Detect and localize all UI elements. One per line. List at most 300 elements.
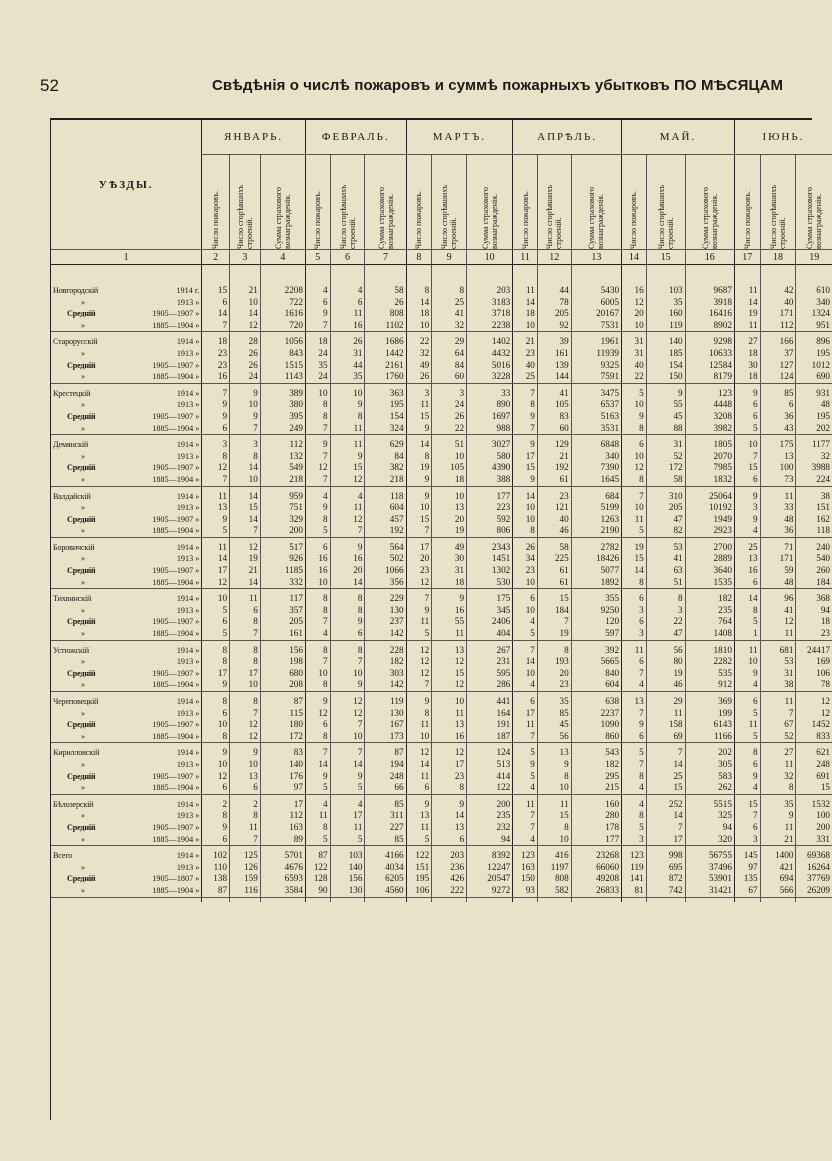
table-cell: 184 [796, 577, 832, 589]
table-cell: 8902 [685, 320, 734, 332]
table-cell: 7 [406, 525, 432, 537]
table-cell: 597 [571, 628, 621, 640]
table-cell: 926 [260, 553, 305, 565]
table-cell: 843 [260, 348, 305, 360]
table-cell: 120 [571, 616, 621, 628]
column-number: 7 [365, 250, 406, 265]
row-period: 1905—1907 » [152, 617, 200, 627]
table-cell: 164 [467, 708, 513, 720]
row-label [51, 850, 202, 862]
table-cell: 2161 [365, 360, 406, 372]
table-cell: 11 [760, 491, 796, 503]
table-cell: 6 [432, 834, 467, 846]
table-cell: 8 [646, 593, 685, 605]
subcolumn-header: Число пожаровъ. [734, 155, 760, 250]
table-cell: 10 [305, 577, 330, 589]
table-cell: 638 [571, 696, 621, 708]
table-cell: 10 [513, 320, 538, 332]
table-cell: 106 [796, 668, 832, 680]
table-cell: 19 [406, 462, 432, 474]
table-cell: 310 [646, 491, 685, 503]
table-cell: 202 [685, 747, 734, 759]
table-cell: 5 [513, 628, 538, 640]
table-cell: 1452 [796, 719, 832, 731]
table-cell: 8 [305, 645, 330, 657]
table-cell: 23 [537, 679, 571, 691]
table-cell: 7 [330, 525, 365, 537]
table-cell: 14 [646, 810, 685, 822]
table-cell: 173 [365, 731, 406, 743]
table-cell: 4 [734, 525, 760, 537]
table-cell: 198 [260, 656, 305, 668]
table-cell: 9 [406, 491, 432, 503]
table-cell: 583 [685, 771, 734, 783]
table-cell: 305 [685, 759, 734, 771]
table-cell: 21 [230, 565, 261, 577]
table-cell: 140 [646, 336, 685, 348]
table-cell: 4 [513, 834, 538, 846]
table-cell: 11 [734, 719, 760, 731]
table-cell: 7 [230, 423, 261, 435]
table-cell: 2 [230, 799, 261, 811]
row-name: Средній [67, 309, 96, 319]
table-cell: 240 [796, 542, 832, 554]
table-cell: 235 [467, 810, 513, 822]
table-cell: 19 [230, 553, 261, 565]
table-cell: 340 [571, 451, 621, 463]
table-cell: 1892 [571, 577, 621, 589]
row-name: Бѣлозерскій [53, 799, 94, 809]
table-cell: 10 [513, 502, 538, 514]
table-cell: 4 [513, 782, 538, 794]
table-cell: 860 [571, 731, 621, 743]
table-cell: 6 [305, 297, 330, 309]
table-cell: 31 [760, 668, 796, 680]
column-number: 18 [760, 250, 796, 265]
table-cell: 4 [305, 799, 330, 811]
table-cell: 324 [365, 423, 406, 435]
row-label [51, 628, 202, 640]
table-cell: 176 [260, 771, 305, 783]
table-cell: 10 [202, 719, 230, 731]
table-cell: 426 [432, 873, 467, 885]
table-cell: 566 [760, 885, 796, 897]
table-row [51, 462, 832, 474]
table-cell: 18 [406, 308, 432, 320]
table-cell: 10 [622, 399, 647, 411]
table-cell: 119 [622, 862, 647, 874]
table-row [51, 399, 832, 411]
table-cell: 110 [202, 862, 230, 874]
row-label [51, 731, 202, 743]
table-cell: 12 [432, 679, 467, 691]
table-row [51, 605, 832, 617]
table-cell: 8 [330, 593, 365, 605]
uezdy-header: УѢЗДЫ. [51, 120, 202, 250]
table-cell: 2923 [685, 525, 734, 537]
table-cell: 382 [365, 462, 406, 474]
table-cell: 9 [734, 668, 760, 680]
table-cell: 15 [406, 411, 432, 423]
table-cell: 126 [230, 862, 261, 874]
table-cell: 10 [330, 668, 365, 680]
table-cell: 8 [432, 285, 467, 297]
table-cell: 9 [734, 491, 760, 503]
table-cell: 159 [230, 873, 261, 885]
table-cell: 9 [406, 799, 432, 811]
table-cell: 47 [646, 628, 685, 640]
table-cell: 5430 [571, 285, 621, 297]
table-cell: 218 [365, 474, 406, 486]
table-cell: 69368 [796, 850, 832, 862]
table-cell: 14 [406, 297, 432, 309]
table-cell: 103 [646, 285, 685, 297]
table-cell: 6 [202, 782, 230, 794]
table-cell: 48 [796, 399, 832, 411]
table-cell: 5 [513, 747, 538, 759]
table-cell: 6 [202, 297, 230, 309]
table-cell: 6 [734, 577, 760, 589]
row-period: 1914 » [176, 491, 200, 501]
table-cell: 192 [365, 525, 406, 537]
table-cell: 280 [571, 810, 621, 822]
table-cell: 9 [305, 771, 330, 783]
table-cell: 23 [537, 491, 571, 503]
table-cell: 13 [230, 771, 261, 783]
table-cell: 144 [537, 371, 571, 383]
table-cell: 720 [260, 320, 305, 332]
subcolumn-header: Сумма страхового вознагражденія. [365, 155, 406, 250]
table-cell: 3 [646, 605, 685, 617]
subcolumn-header: Сумма страхового вознагражденія. [571, 155, 621, 250]
row-period: 1905—1807 » [152, 874, 200, 884]
table-cell: 7591 [571, 371, 621, 383]
row-period: 1913 » [176, 862, 200, 872]
table-cell: 5 [202, 605, 230, 617]
row-label [51, 719, 202, 731]
table-cell: 6 [230, 605, 261, 617]
table-cell: 8 [760, 782, 796, 794]
column-number: 3 [230, 250, 261, 265]
row-period: 1905—1907 » [152, 771, 200, 781]
table-cell: 5515 [685, 799, 734, 811]
table-cell: 11 [330, 502, 365, 514]
table-row [51, 388, 832, 400]
table-cell: 7 [406, 679, 432, 691]
table-cell: 41 [432, 308, 467, 320]
table-cell: 5 [330, 782, 365, 794]
table-cell: 11 [230, 593, 261, 605]
table-row [51, 810, 832, 822]
table-cell: 16 [432, 605, 467, 617]
table-cell: 27 [760, 747, 796, 759]
row-period: 1885—1904 » [152, 834, 200, 844]
table-cell: 194 [365, 759, 406, 771]
table-cell: 178 [571, 822, 621, 834]
table-cell: 31 [622, 348, 647, 360]
table-row [51, 525, 832, 537]
table-cell: 112 [760, 320, 796, 332]
table-cell: 16 [622, 285, 647, 297]
row-period: 1905—1907 » [152, 822, 200, 832]
table-cell: 11 [330, 308, 365, 320]
row-period: 1905—1907 » [152, 411, 200, 421]
table-cell: 610 [796, 285, 832, 297]
table-cell: 5 [202, 525, 230, 537]
table-cell: 35 [760, 799, 796, 811]
table-cell: 691 [796, 771, 832, 783]
table-cell: 9 [760, 810, 796, 822]
table-cell: 9 [230, 411, 261, 423]
table-cell: 4390 [467, 462, 513, 474]
table-cell: 12 [305, 462, 330, 474]
table-cell: 12 [230, 542, 261, 554]
table-cell: 959 [260, 491, 305, 503]
table-cell: 7 [513, 388, 538, 400]
table-cell: 4166 [365, 850, 406, 862]
table-cell: 5199 [571, 502, 621, 514]
table-cell: 14 [646, 759, 685, 771]
table-cell: 1056 [260, 336, 305, 348]
table-cell: 24 [305, 371, 330, 383]
table-cell: 71 [760, 542, 796, 554]
table-cell: 84 [365, 451, 406, 463]
table-cell: 64 [432, 348, 467, 360]
table-cell: 237 [365, 616, 406, 628]
table-cell: 12 [622, 297, 647, 309]
table-cell: 1324 [796, 308, 832, 320]
table-cell: 94 [796, 605, 832, 617]
table-cell: 15 [734, 462, 760, 474]
table-cell: 105 [432, 462, 467, 474]
row-period: 1885—1904 » [152, 474, 200, 484]
table-cell: 16 [330, 320, 365, 332]
table-cell: 10 [406, 320, 432, 332]
table-cell: 332 [260, 577, 305, 589]
table-cell: 13 [622, 696, 647, 708]
table-cell: 46 [646, 679, 685, 691]
row-name: Средній [67, 514, 96, 524]
table-cell: 7 [305, 320, 330, 332]
table-cell: 7531 [571, 320, 621, 332]
row-label [51, 514, 202, 526]
table-cell: 4 [734, 679, 760, 691]
row-label [51, 782, 202, 794]
table-cell: 3 [622, 628, 647, 640]
row-label [51, 360, 202, 372]
table-cell: 13 [432, 719, 467, 731]
table-cell: 9 [305, 439, 330, 451]
subcolumn-header: Число сгорѣвшихъ строеній. [760, 155, 796, 250]
table-cell: 7 [230, 628, 261, 640]
table-cell: 11 [646, 708, 685, 720]
table-cell: 6 [330, 297, 365, 309]
table-cell: 11 [734, 320, 760, 332]
table-cell: 4 [305, 491, 330, 503]
table-cell: 7 [202, 388, 230, 400]
row-label [51, 474, 202, 486]
table-cell: 96 [760, 593, 796, 605]
table-cell: 203 [467, 285, 513, 297]
table-cell: 11 [760, 822, 796, 834]
table-cell: 10 [537, 782, 571, 794]
table-cell: 1302 [467, 565, 513, 577]
table-cell: 6 [622, 439, 647, 451]
table-cell: 82 [646, 525, 685, 537]
row-period: 1914 » [176, 388, 200, 398]
row-period: 1913 » [176, 708, 200, 718]
table-cell: 582 [537, 885, 571, 897]
subcolumn-header: Число сгорѣвшихъ строеній. [646, 155, 685, 250]
subcolumn-header: Сумма страхового вознагражденія. [467, 155, 513, 250]
row-period: 1914 » [176, 594, 200, 604]
table-cell: 12 [622, 462, 647, 474]
table-cell: 67 [734, 885, 760, 897]
table-cell: 40 [537, 514, 571, 526]
table-cell: 162 [796, 514, 832, 526]
table-cell: 132 [260, 451, 305, 463]
table-cell: 11 [406, 771, 432, 783]
table-cell: 12 [330, 696, 365, 708]
row-period: 1905—1907 » [152, 309, 200, 319]
row-period: 1914 » [176, 697, 200, 706]
table-cell: 1949 [685, 514, 734, 526]
table-cell: 8 [202, 451, 230, 463]
table-cell: 12 [406, 656, 432, 668]
table-cell: 97 [734, 862, 760, 874]
table-row [51, 423, 832, 435]
table-cell: 3531 [571, 423, 621, 435]
table-cell: 38 [760, 679, 796, 691]
table-cell: 4 [513, 616, 538, 628]
table-cell: 9272 [467, 885, 513, 897]
row-name: » [81, 834, 85, 844]
table-cell: 8 [537, 822, 571, 834]
table-cell: 7 [305, 616, 330, 628]
table-cell: 26 [406, 371, 432, 383]
table-cell: 163 [513, 862, 538, 874]
table-cell: 13 [432, 645, 467, 657]
table-cell: 10 [330, 731, 365, 743]
table-cell: 9 [330, 542, 365, 554]
subcolumn-header: Число сгорѣвшихъ строеній. [432, 155, 467, 250]
row-label [51, 285, 202, 297]
table-cell: 39 [537, 336, 571, 348]
table-cell: 10 [513, 514, 538, 526]
table-cell: 8 [330, 605, 365, 617]
table-cell: 12 [406, 577, 432, 589]
table-cell: 11 [202, 542, 230, 554]
table-cell: 25 [734, 542, 760, 554]
table-cell: 357 [260, 605, 305, 617]
table-cell: 2406 [467, 616, 513, 628]
table-cell: 15 [330, 462, 365, 474]
table-cell: 9 [513, 474, 538, 486]
table-cell: 10 [432, 451, 467, 463]
subcolumn-header: Сумма страхового вознагражденія. [685, 155, 734, 250]
row-name: » [81, 451, 85, 461]
table-cell: 88 [646, 423, 685, 435]
row-period: 1885—1904 » [152, 629, 200, 639]
table-row [51, 577, 832, 589]
table-cell: 53 [646, 542, 685, 554]
month-header: ФЕВРАЛЬ. [305, 120, 406, 155]
table-cell: 123 [685, 388, 734, 400]
table-cell: 12247 [467, 862, 513, 874]
table-cell: 11 [734, 285, 760, 297]
table-cell: 122 [305, 862, 330, 874]
column-number: 6 [330, 250, 365, 265]
row-name: » [81, 503, 85, 513]
table-cell: 18 [432, 474, 467, 486]
table-cell: 89 [260, 834, 305, 846]
table-cell: 6 [513, 696, 538, 708]
row-name: » [81, 657, 85, 667]
table-cell: 15 [734, 799, 760, 811]
table-cell: 41 [537, 388, 571, 400]
row-period: 1905—1907 » [152, 720, 200, 730]
table-cell: 1645 [571, 474, 621, 486]
table-cell: 175 [760, 439, 796, 451]
table-cell: 833 [796, 731, 832, 743]
table-cell: 6 [622, 616, 647, 628]
table-cell: 66060 [571, 862, 621, 874]
row-period: 1885—1904 » [152, 423, 200, 433]
table-row [51, 285, 832, 297]
table-cell: 59 [760, 565, 796, 577]
table-cell: 14 [202, 308, 230, 320]
row-period: 1885—1904 » [152, 526, 200, 536]
table-cell: 12 [432, 656, 467, 668]
table-cell: 890 [467, 399, 513, 411]
table-cell: 20547 [467, 873, 513, 885]
table-cell: 185 [646, 348, 685, 360]
table-cell: 18 [734, 348, 760, 360]
table-cell: 395 [260, 411, 305, 423]
row-name: » [81, 680, 85, 690]
row-label [51, 747, 202, 759]
row-name: Новгородскій [53, 286, 99, 295]
table-cell: 457 [365, 514, 406, 526]
row-period: 1913 » [176, 759, 200, 769]
table-cell: 11 [202, 491, 230, 503]
table-cell: 9 [622, 719, 647, 731]
table-cell: 116 [230, 885, 261, 897]
table-cell: 138 [202, 873, 230, 885]
table-cell: 8 [305, 399, 330, 411]
row-label [51, 371, 202, 383]
table-cell: 187 [467, 731, 513, 743]
table-cell: 145 [734, 850, 760, 862]
row-period: 1885—1904 » [152, 885, 200, 895]
table-cell: 171 [760, 308, 796, 320]
table-cell: 12 [202, 577, 230, 589]
table-cell: 9 [202, 411, 230, 423]
table-cell: 5665 [571, 656, 621, 668]
column-number: 11 [513, 250, 538, 265]
table-cell: 130 [365, 605, 406, 617]
table-cell: 87 [365, 747, 406, 759]
table-cell: 311 [365, 810, 406, 822]
table-cell: 195 [796, 411, 832, 423]
table-cell: 106 [406, 885, 432, 897]
row-label [51, 439, 202, 451]
row-period: 1885—1904 » [152, 783, 200, 793]
table-cell: 9 [202, 399, 230, 411]
table-cell: 56755 [685, 850, 734, 862]
table-cell: 11 [330, 423, 365, 435]
table-cell: 112 [260, 810, 305, 822]
